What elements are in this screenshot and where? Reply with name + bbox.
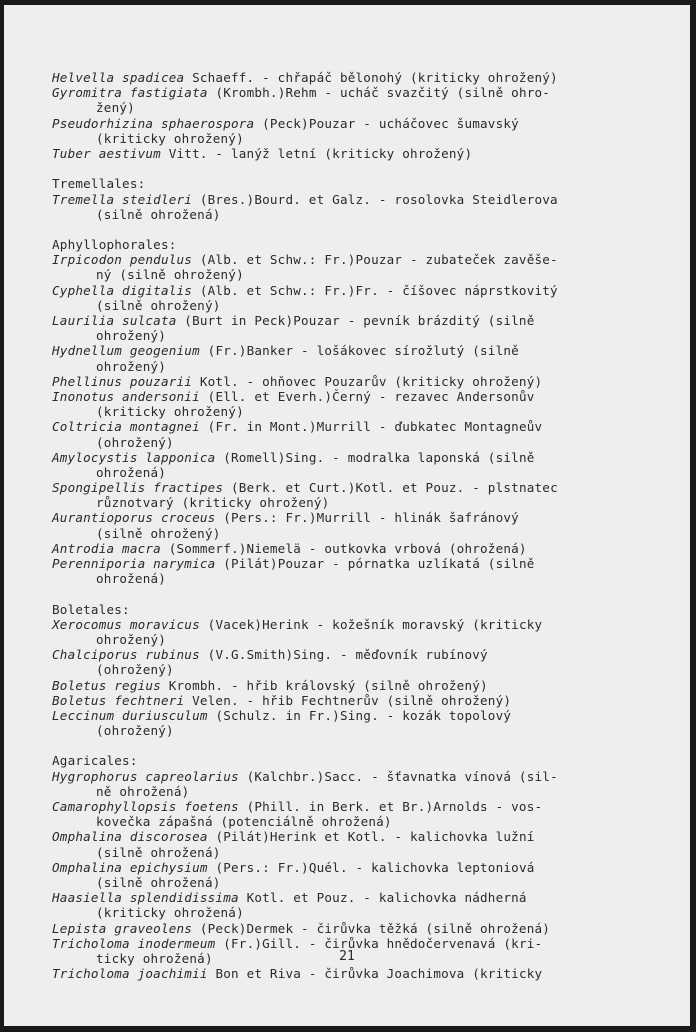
line-text: Vitt. - lanýž letní (kriticky ohrožený) xyxy=(160,145,473,161)
continuation-line xyxy=(52,845,632,860)
line-text: ohrožený) xyxy=(96,358,167,374)
line-text: (V.G.Smith)Sing. - měďovník rubínový xyxy=(199,647,488,663)
continuation-line xyxy=(52,328,632,343)
line-text: (Fr.)Gill. - čirůvka hnědočervenavá (kri- xyxy=(215,935,543,951)
scientific-name: Cyphella digitalis xyxy=(52,282,193,298)
species-entry xyxy=(52,617,632,632)
page-number: 21 xyxy=(339,949,355,964)
line-text: ohrožená) xyxy=(96,464,167,480)
scientific-name: Amylocystis lapponica xyxy=(52,449,216,465)
blank-line xyxy=(52,586,632,601)
line-text: (kriticky ohrožený) xyxy=(96,130,244,146)
scientific-name: Tricholoma inodermeum xyxy=(52,935,216,951)
line-text: (Phill. in Berk. et Br.)Arnolds - vos- xyxy=(238,799,543,814)
scientific-name: Gyromitra fastigiata xyxy=(52,85,208,101)
scientific-name: Perenniporia narymica xyxy=(52,556,216,571)
scientific-name: Haasiella splendidissima xyxy=(52,890,239,906)
line-text: Aphyllophorales: xyxy=(52,237,177,253)
continuation-line xyxy=(52,662,632,677)
species-entry xyxy=(52,450,632,465)
blank-line xyxy=(52,161,632,176)
scientific-name: Hygrophorus capreolarius xyxy=(52,768,239,784)
line-text: žený) xyxy=(96,100,135,116)
species-entry xyxy=(52,966,632,981)
line-text: (ohrožený) xyxy=(96,434,174,450)
line-text: (Schulz. in Fr.)Sing. - kozák topolový xyxy=(207,707,512,723)
scientific-name: Phellinus pouzarii xyxy=(52,373,193,389)
species-entry xyxy=(52,769,632,784)
species-entry xyxy=(52,541,632,556)
line-text: (kriticky ohrožený) xyxy=(96,404,244,420)
species-entry xyxy=(52,708,632,723)
continuation-line xyxy=(52,814,632,829)
section-heading xyxy=(52,602,632,617)
scientific-name: Omphalina discorosea xyxy=(52,829,208,845)
line-text: ticky ohrožená) xyxy=(96,950,213,966)
continuation-line xyxy=(52,100,632,115)
species-entry xyxy=(52,890,632,905)
scientific-name: Irpicodon pendulus xyxy=(52,252,193,268)
line-text: ohrožená) xyxy=(96,571,167,587)
line-text: (Vacek)Herink - kožešník moravský (kriticky xyxy=(199,616,543,632)
scientific-name: Xerocomus moravicus xyxy=(52,616,200,632)
line-text: Schaeff. - chřapáč bělonohý (kriticky ohrožený) xyxy=(184,70,558,85)
line-text: (silně ohrožená) xyxy=(96,874,221,890)
scientific-name: Antrodia macra xyxy=(52,540,161,556)
scientific-name: Tremella steidleri xyxy=(52,191,193,207)
species-entry xyxy=(52,480,632,495)
line-text: (Peck)Pouzar - ucháčovec šumavský xyxy=(254,115,519,131)
species-entry xyxy=(52,510,632,525)
species-entry xyxy=(52,556,632,571)
continuation-line xyxy=(52,571,632,586)
line-text: (Kalchbr.)Sacc. - šťavnatka vínová (sil- xyxy=(238,768,558,784)
species-entry xyxy=(52,647,632,662)
species-entry xyxy=(52,389,632,404)
line-text: (Pilát)Pouzar - pórnatka uzlíkatá (silně xyxy=(215,556,535,571)
continuation-line xyxy=(52,359,632,374)
line-text: Agaricales: xyxy=(52,753,138,769)
species-entry xyxy=(52,374,632,389)
scientific-name: Spongipellis fractipes xyxy=(52,480,224,496)
line-text: kovečka zápašná (potenciálně ohrožená) xyxy=(96,814,392,830)
scientific-name: Inonotus andersonii xyxy=(52,388,200,404)
line-text: (Fr. in Mont.)Murrill - ďubkatec Montagneův xyxy=(199,419,543,435)
line-text: (silně ohrožený) xyxy=(96,297,221,313)
line-text: Bon et Riva - čirůvka Joachimova (kriticky xyxy=(207,966,543,982)
scientific-name: Helvella spadicea xyxy=(52,70,185,85)
line-text: různotvarý (kriticky ohrožený) xyxy=(96,495,330,511)
line-text: ohrožený) xyxy=(96,328,167,344)
scientific-name: Chalciporus rubinus xyxy=(52,647,200,663)
line-text: (silně ohrožená) xyxy=(96,206,221,222)
continuation-line xyxy=(52,495,632,510)
line-text: (Fr.)Banker - lošákovec sírožlutý (silně xyxy=(199,343,519,359)
line-text: Boletales: xyxy=(52,601,130,617)
continuation-line xyxy=(52,435,632,450)
species-entry xyxy=(52,116,632,131)
scientific-name: Hydnellum geogenium xyxy=(52,343,200,359)
species-entry xyxy=(52,921,632,936)
line-text: Kotl. - ohňovec Pouzarův (kriticky ohrožený) xyxy=(192,373,543,389)
species-entry xyxy=(52,70,632,85)
line-text: Kotl. et Pouz. - kalichovka nádherná xyxy=(238,890,527,906)
line-text: (Berk. et Curt.)Kotl. et Pouz. - plstnatec xyxy=(223,480,558,496)
species-entry xyxy=(52,283,632,298)
continuation-line xyxy=(52,632,632,647)
section-heading xyxy=(52,176,632,191)
species-entry xyxy=(52,419,632,434)
line-text: (Pilát)Herink et Kotl. - kalichovka lužní xyxy=(207,829,535,845)
species-entry xyxy=(52,799,632,814)
scientific-name: Laurilia sulcata xyxy=(52,313,177,328)
continuation-line xyxy=(52,905,632,920)
section-heading xyxy=(52,753,632,768)
line-text: (Krombh.)Rehm - ucháč svazčitý (silně ohro- xyxy=(207,85,551,101)
species-list xyxy=(52,70,632,981)
scientific-name: Lepista graveolens xyxy=(52,920,193,936)
line-text: (ohrožený) xyxy=(96,662,174,678)
line-text: (silně ohrožený) xyxy=(96,525,221,541)
line-text: (Pers.: Fr.)Quél. - kalichovka leptoniová xyxy=(207,859,535,875)
line-text: (Alb. et Schw.: Fr.)Pouzar - zubateček zavěše- xyxy=(192,252,558,268)
continuation-line xyxy=(52,207,632,222)
species-entry xyxy=(52,693,632,708)
species-entry xyxy=(52,192,632,207)
line-text: (Bres.)Bourd. et Galz. - rosolovka Steidlerova xyxy=(192,191,558,207)
line-text: Velen. - hřib Fechtnerův (silně ohrožený) xyxy=(184,692,512,708)
continuation-line xyxy=(52,131,632,146)
continuation-line xyxy=(52,784,632,799)
continuation-line xyxy=(52,298,632,313)
species-entry xyxy=(52,678,632,693)
line-text: (Pers.: Fr.)Murrill - hlinák šafránový xyxy=(215,510,519,526)
continuation-line xyxy=(52,875,632,890)
line-text: Tremellales: xyxy=(52,176,146,192)
species-entry xyxy=(52,829,632,844)
line-text: ně ohrožená) xyxy=(96,783,190,799)
scientific-name: Coltricia montagnei xyxy=(52,419,200,435)
document-page xyxy=(4,5,690,1026)
scientific-name: Tuber aestivum xyxy=(52,145,161,161)
scientific-name: Boletus fechtneri xyxy=(52,692,185,708)
line-text: (Sommerf.)Niemelä - outkovka vrbová (ohrožená) xyxy=(160,540,527,556)
line-text: (Peck)Dermek - čirůvka těžká (silně ohrožená) xyxy=(192,920,551,936)
scientific-name: Omphalina epichysium xyxy=(52,859,208,875)
line-text: (Ell. et Everh.)Černý - rezavec Andersonův xyxy=(199,388,535,404)
line-text: (ohrožený) xyxy=(96,723,174,739)
continuation-line xyxy=(52,404,632,419)
scientific-name: Camarophyllopsis foetens xyxy=(52,799,239,814)
scientific-name: Tricholoma joachimii xyxy=(52,966,208,982)
continuation-line xyxy=(52,723,632,738)
line-text: ohrožený) xyxy=(96,631,167,647)
line-text: (Burt in Peck)Pouzar - pevník brázditý (silně xyxy=(176,313,535,328)
continuation-line xyxy=(52,465,632,480)
line-text: (kriticky ohrožená) xyxy=(96,905,244,921)
species-entry xyxy=(52,313,632,328)
species-entry xyxy=(52,860,632,875)
line-text: (silně ohrožená) xyxy=(96,844,221,860)
scientific-name: Boletus regius xyxy=(52,677,161,693)
species-entry xyxy=(52,343,632,358)
continuation-line xyxy=(52,526,632,541)
species-entry xyxy=(52,85,632,100)
scientific-name: Leccinum duriusculum xyxy=(52,707,208,723)
blank-line xyxy=(52,738,632,753)
line-text: (Romell)Sing. - modralka laponská (silně xyxy=(215,449,535,465)
section-heading xyxy=(52,237,632,252)
species-entry xyxy=(52,252,632,267)
scientific-name: Aurantioporus croceus xyxy=(52,510,216,526)
line-text: Krombh. - hřib královský (silně ohrožený) xyxy=(160,677,488,693)
species-entry xyxy=(52,146,632,161)
blank-line xyxy=(52,222,632,237)
scientific-name: Pseudorhizina sphaerospora xyxy=(52,115,255,131)
continuation-line xyxy=(52,267,632,282)
line-text: (Alb. et Schw.: Fr.)Fr. - číšovec náprstkovitý xyxy=(192,282,558,298)
line-text: ný (silně ohrožený) xyxy=(96,267,244,283)
